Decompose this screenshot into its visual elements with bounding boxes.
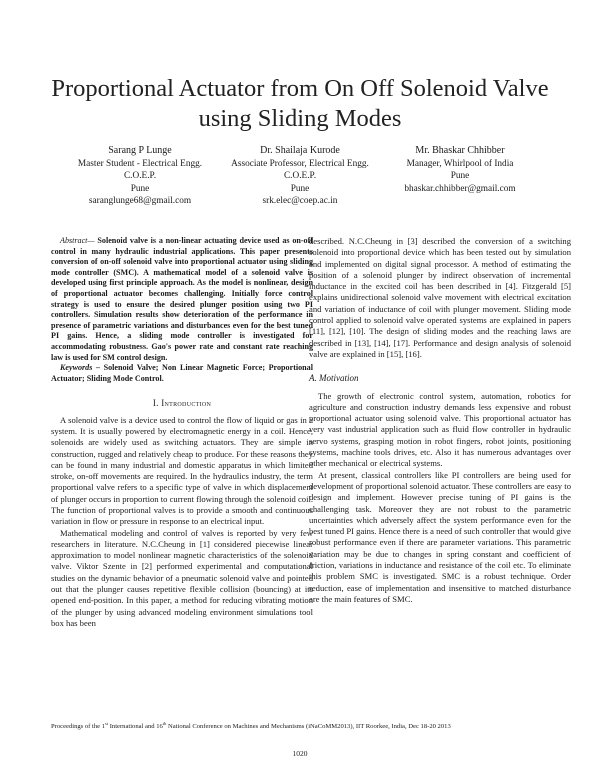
paper-title — [40, 74, 560, 134]
author-email: saranglunge68@gmail.com — [88, 195, 192, 206]
author-name: Sarang P Lunge — [108, 145, 172, 156]
footer-text: National Conference on Machines and Mechanisms (iNaCoMM2013), IIT Roorkee, India, Dec 18-20 2013 — [166, 723, 451, 731]
author-email: bhaskar.chhibber@gmail.com — [404, 183, 516, 194]
author-city: Pune — [290, 183, 310, 194]
footer-text: Proceedings of the 1 — [51, 723, 106, 731]
intro-paragraph-2-continued: described. N.C.Cheung in [3] described the conversion of a switching solenoid into proportional device which has been tested out by simulation and implemented on digital signal processor. A method of estimating the position of a solenoid plunger by indirect observation of incremental inductance in the excited coil has been described in [4]. Fitzgerald [5] explains unidirectional solenoid valve movement with electrical excitation and variation of inductance of coil with plunger movement. Sliding mode control applied to solenoid valve operated systems are explained in papers [11], [12], [10]. The design of sliding modes and the reaching laws are described in [13], [14], [17]. Performance and design analysis of solenoid valve are explained in [15], [16]. — [309, 236, 571, 359]
section-heading-introduction: I. Introduction — [152, 398, 212, 409]
motivation-paragraph-1: The growth of electronic control system, automation, robotics for agriculture and construction industry demands less expensive and robust proportional actuator using solenoid valve. This proportional actuator has very vast industrial application such as fluid flow controller in hydraulic servo systems, grasping motion in robot fingers, robot joints, positioning systems, machine tools drives, etc. Also it has numerous advantages over other mechanical or electrical systems. — [309, 390, 571, 469]
abstract-text: Solenoid valve is a non-linear actuating device used as on-off control in many hydraulic industrial applications. This paper presents conversion of on-off solenoid valve into proportional actuator using sliding mode controller (SMC). A mathematical model of a solenoid valve is developed using first principle approach. As the model is nonlinear, design of proportional actuator becomes challenging. Initially force control strategy is used to ensure the desired plunger position using two PI controllers. Simulation results show deterioration of the performance in presence of parametric variations and disturbances even for the best tuned PI gains. Hence, a sliding mode controller is investigated for accommodating robustness. Gao's power rate and constant rate reaching law is used for SM control design. — [51, 236, 313, 362]
proceedings-footer — [51, 719, 571, 731]
left-column — [51, 236, 313, 629]
author-1 — [60, 145, 220, 207]
author-city: Pune — [130, 183, 150, 194]
author-name: Dr. Shailaja Kurode — [260, 145, 340, 156]
footer-text: International and 16 — [108, 723, 163, 731]
author-2 — [220, 145, 380, 207]
intro-paragraph-2: Mathematical modeling and control of valves is reported by very few researchers in literature. N.C.Cheung in [1] considered piecewise linear approximation to model nonlinear magnetic characteristics of the solenoid valve. Viktor Szente in [2] performed experimental and computational studies on the dynamic behavior of a pneumatic solenoid valve and pointed out that the plunger causes repetitive flexible collision (bouncing) at its opened end-position. In this paper, a method for reducing vibrating motion of the plunger by using advanced modeling environment simulations tool box has been — [51, 527, 313, 628]
right-column — [309, 236, 571, 605]
author-role: Associate Professor, Electrical Engg. — [231, 159, 369, 170]
paper-title-line-2: using Sliding Modes — [198, 105, 402, 132]
paper-title-line-1: Proportional Actuator from On Off Solenoid Valve — [51, 75, 549, 102]
motivation-paragraph-2: At present, classical controllers like PI controllers are being used for development of proportional solenoid actuator. These controllers are easy to design and implement. However precise tuning of PI gains is the challenging task. Moreover they are not robust to the parametric uncertainties which adversely affect the system performance even for the best tuned PI gains. Hence there is a need of such controller that would give robust performance even if there are parameter variations. This parametric variation may be due to changes in spring constant and coefficient of friction, variations in inductance and resistance of the coil etc. To eliminate this problem SMC is investigated. SMC is a robust technique. Order reduction, ease of implementation and insensitive to matched disturbance are the main features of SMC. — [309, 469, 571, 604]
author-email: srk.elec@coep.ac.in — [262, 195, 338, 206]
intro-paragraph-1: A solenoid valve is a device used to control the flow of liquid or gas in a system. It is usually powered by electromagnetic energy in a coil. Hence, solenoids are widely used as switching actuators. They are simple in construction, rugged and relatively cheap to produce. For these reasons they can be found in many industrial and domestic apparatus in which limited stroke, on-off movements are required. In the hydraulics industry, the term proportional valve refers to a specific type of valve in which displacement of plunger occurs in proportion to current flowing through the solenoid coil. The function of proportional valves is to provide a smooth and continuous variation in flow or pressure in response to an electrical input. — [51, 414, 313, 527]
keywords-label: Keywords – — [60, 363, 100, 373]
author-org: C.O.E.P. — [123, 171, 157, 182]
author-city: Pune — [450, 171, 470, 182]
footer-superscript: th — [162, 721, 167, 726]
author-role: Master Student - Electrical Engg. — [77, 159, 203, 170]
keywords — [51, 363, 313, 384]
page-number: 1020 — [292, 749, 308, 758]
keywords-text: Solenoid Valve; Non Linear Magnetic Force; Proportional Actuator; Sliding Mode Control. — [51, 363, 313, 383]
author-name: Mr. Bhaskar Chhibber — [415, 145, 505, 156]
subsection-heading-motivation: A. Motivation — [309, 373, 359, 384]
footer-superscript: st — [105, 721, 109, 726]
abstract — [51, 236, 313, 363]
author-org: C.O.E.P. — [283, 171, 317, 182]
author-3 — [380, 145, 540, 195]
author-role: Manager, Whirlpool of India — [406, 159, 514, 170]
abstract-label: Abstract— — [60, 236, 95, 245]
